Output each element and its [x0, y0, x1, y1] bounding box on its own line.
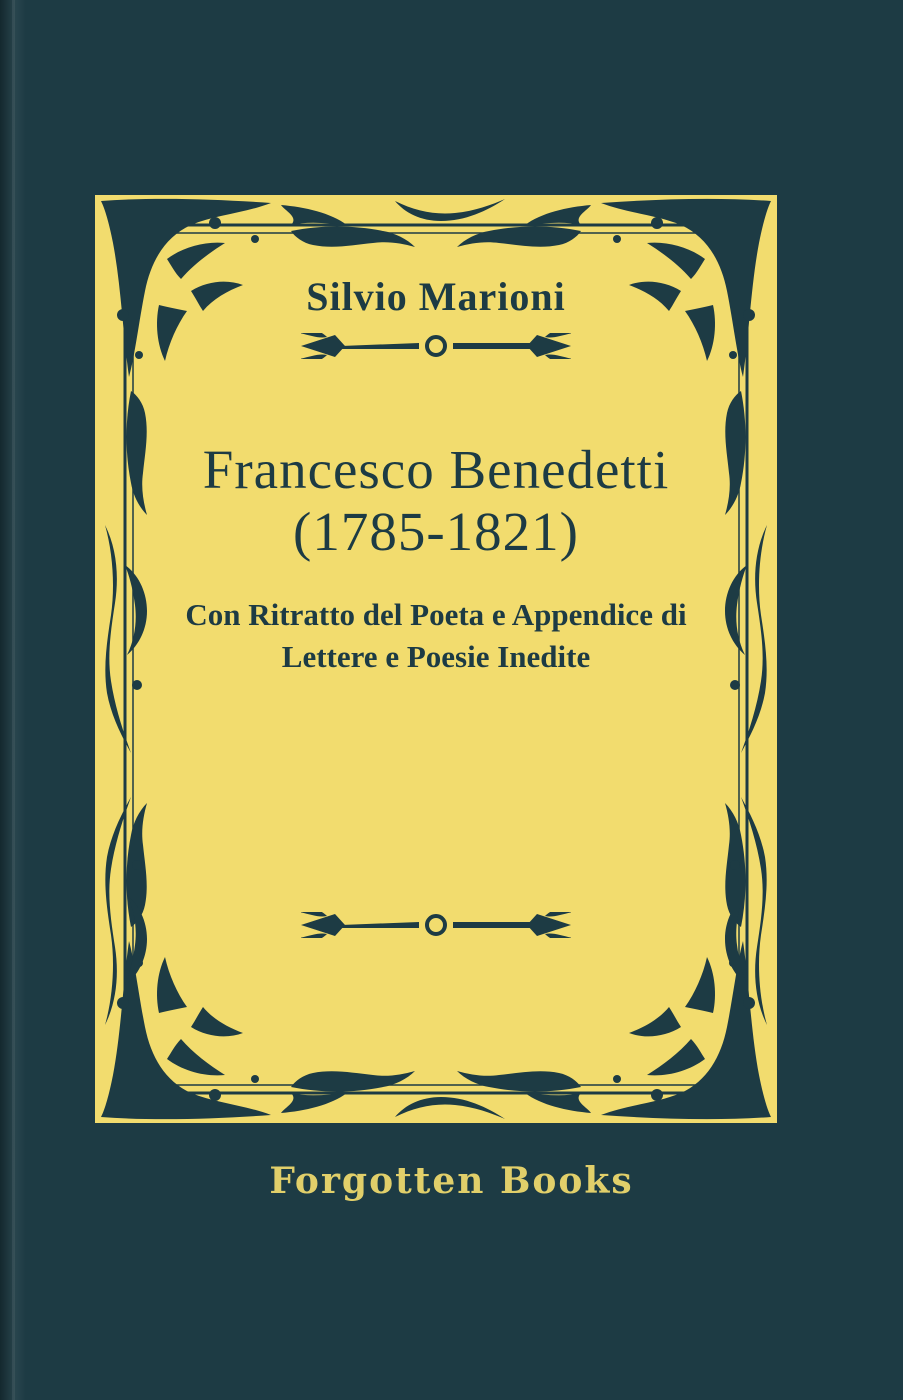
title-line-2: (1785-1821): [293, 500, 579, 562]
book-subtitle: Con Ritratto del Poeta e Appendice di Lettere e Poesie Inedite: [185, 597, 687, 675]
bottom-divider-ornament-icon: [301, 912, 571, 938]
author-name: Silvio Marioni: [306, 274, 566, 319]
book-title: [203, 439, 669, 562]
cover-panel: [95, 195, 777, 1123]
publisher-name: Forgotten Books: [269, 1160, 634, 1202]
title-line-1: Francesco Benedetti: [202, 439, 670, 500]
top-divider-ornament-icon: [301, 333, 571, 359]
